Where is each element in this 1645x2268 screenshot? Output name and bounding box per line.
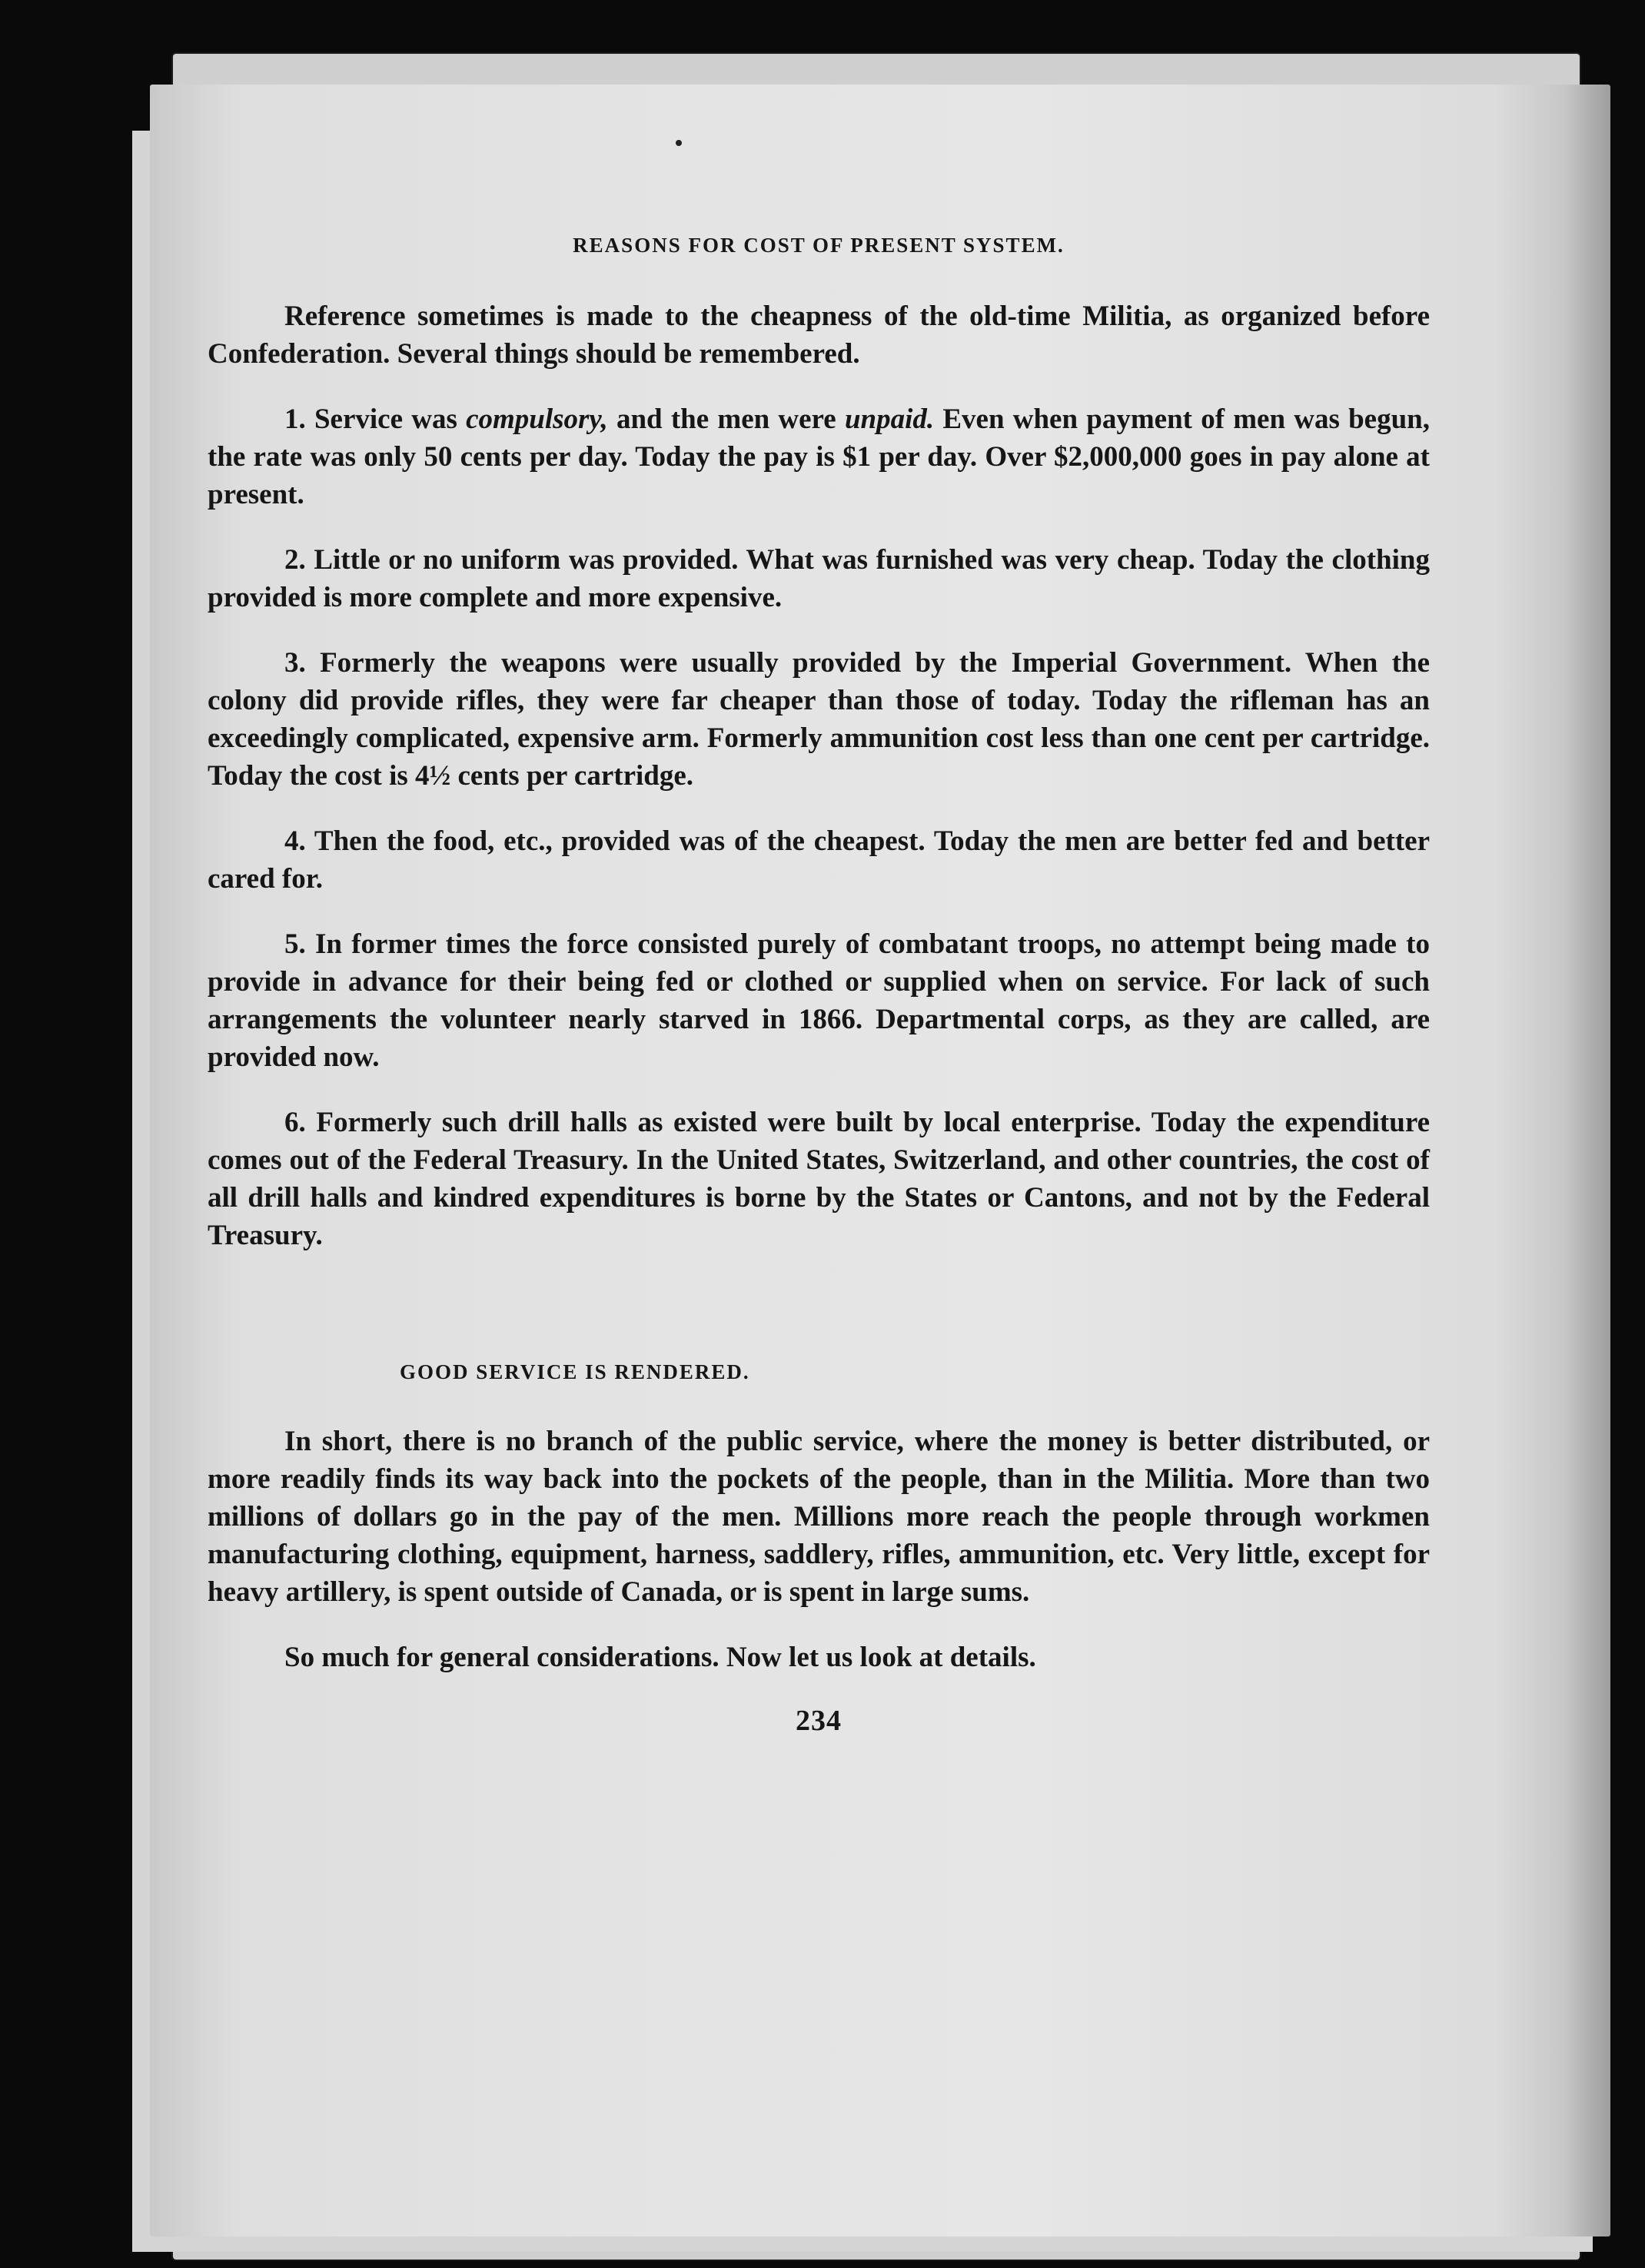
- section-heading-reasons: REASONS FOR COST OF PRESENT SYSTEM.: [573, 234, 1065, 257]
- item-text: Service was: [314, 403, 467, 435]
- item-number: 4.: [284, 825, 306, 857]
- item-text: Even when payment of men was begun, the rate was only 50 cents per day. Today the pay is $1 per day. Over $2,000,000 goes in pay alone at present.: [208, 403, 1431, 510]
- item-number: 5.: [284, 928, 306, 960]
- reason-item-1: [208, 400, 1430, 513]
- emphasis-compulsory: compulsory,: [466, 403, 608, 435]
- item-number: 2.: [284, 544, 306, 576]
- item-text: Formerly the weapons were usually provided by the Imperial Government. When the colony did provide rifles, they were far cheaper than those of today. Today the rifleman has an exceedingly complicated, expensive arm. Formerly ammunition cost less than one cent per cartridge. Today the cost is 4½ cents per cartridge.: [208, 647, 1430, 792]
- item-number: 1.: [284, 403, 306, 435]
- section-heading-good-service: GOOD SERVICE IS RENDERED.: [400, 1360, 750, 1383]
- intro-paragraph: Reference sometimes is made to the cheapness of the old-time Militia, as organized before Confederation. Several things should be remembered.: [208, 301, 1430, 370]
- reason-item-3: [208, 644, 1430, 795]
- page-shadow: [1564, 85, 1610, 2236]
- item-text: Formerly such drill halls as existed were built by local enterprise. Today the expenditure comes out of the Federal Treasury. In the United States, Switzerland, and other countries, the cost of all drill halls and kindred expenditures is borne by the States or Cantons, and not by the Federal Treasury.: [208, 1107, 1430, 1251]
- page-number: 234: [796, 1705, 842, 1737]
- item-number: 3.: [284, 647, 306, 679]
- item-text: and the men were: [607, 403, 845, 435]
- page-content: [208, 223, 1430, 1738]
- reason-item-4: [208, 822, 1430, 898]
- item-number: 6.: [284, 1107, 306, 1138]
- item-text: In former times the force consisted purely of combatant troops, no attempt being made to provide in advance for their being fed or clothed or supplied when on service. For lack of such arrangements the volunteer nearly starved in 1866. Departmental corps, as they are called, are provided now.: [208, 928, 1430, 1073]
- emphasis-unpaid: unpaid.: [844, 403, 935, 435]
- reason-item-2: [208, 541, 1430, 616]
- good-service-paragraph: In short, there is no branch of the public service, where the money is better distributed, or more readily finds its way back into the pockets of the people, than in the Militia. More than two millions of dollars go in the pay of the men. Millions more reach the people through workmen manufacturing clothing, equipment, harness, saddlery, rifles, ammunition, etc. Very little, except for heavy artillery, is spent outside of Canada, or is spent in large sums.: [208, 1426, 1430, 1608]
- reason-item-5: [208, 925, 1430, 1076]
- reason-item-6: [208, 1104, 1430, 1254]
- item-text: Little or no uniform was provided. What was furnished was very cheap. Today the clothing provided is more complete and more expensive.: [208, 544, 1430, 613]
- ink-speck: [676, 140, 682, 146]
- item-text: Then the food, etc., provided was of the cheapest. Today the men are better fed and better cared for.: [208, 825, 1430, 895]
- closing-paragraph: So much for general considerations. Now let us look at details.: [284, 1642, 1036, 1673]
